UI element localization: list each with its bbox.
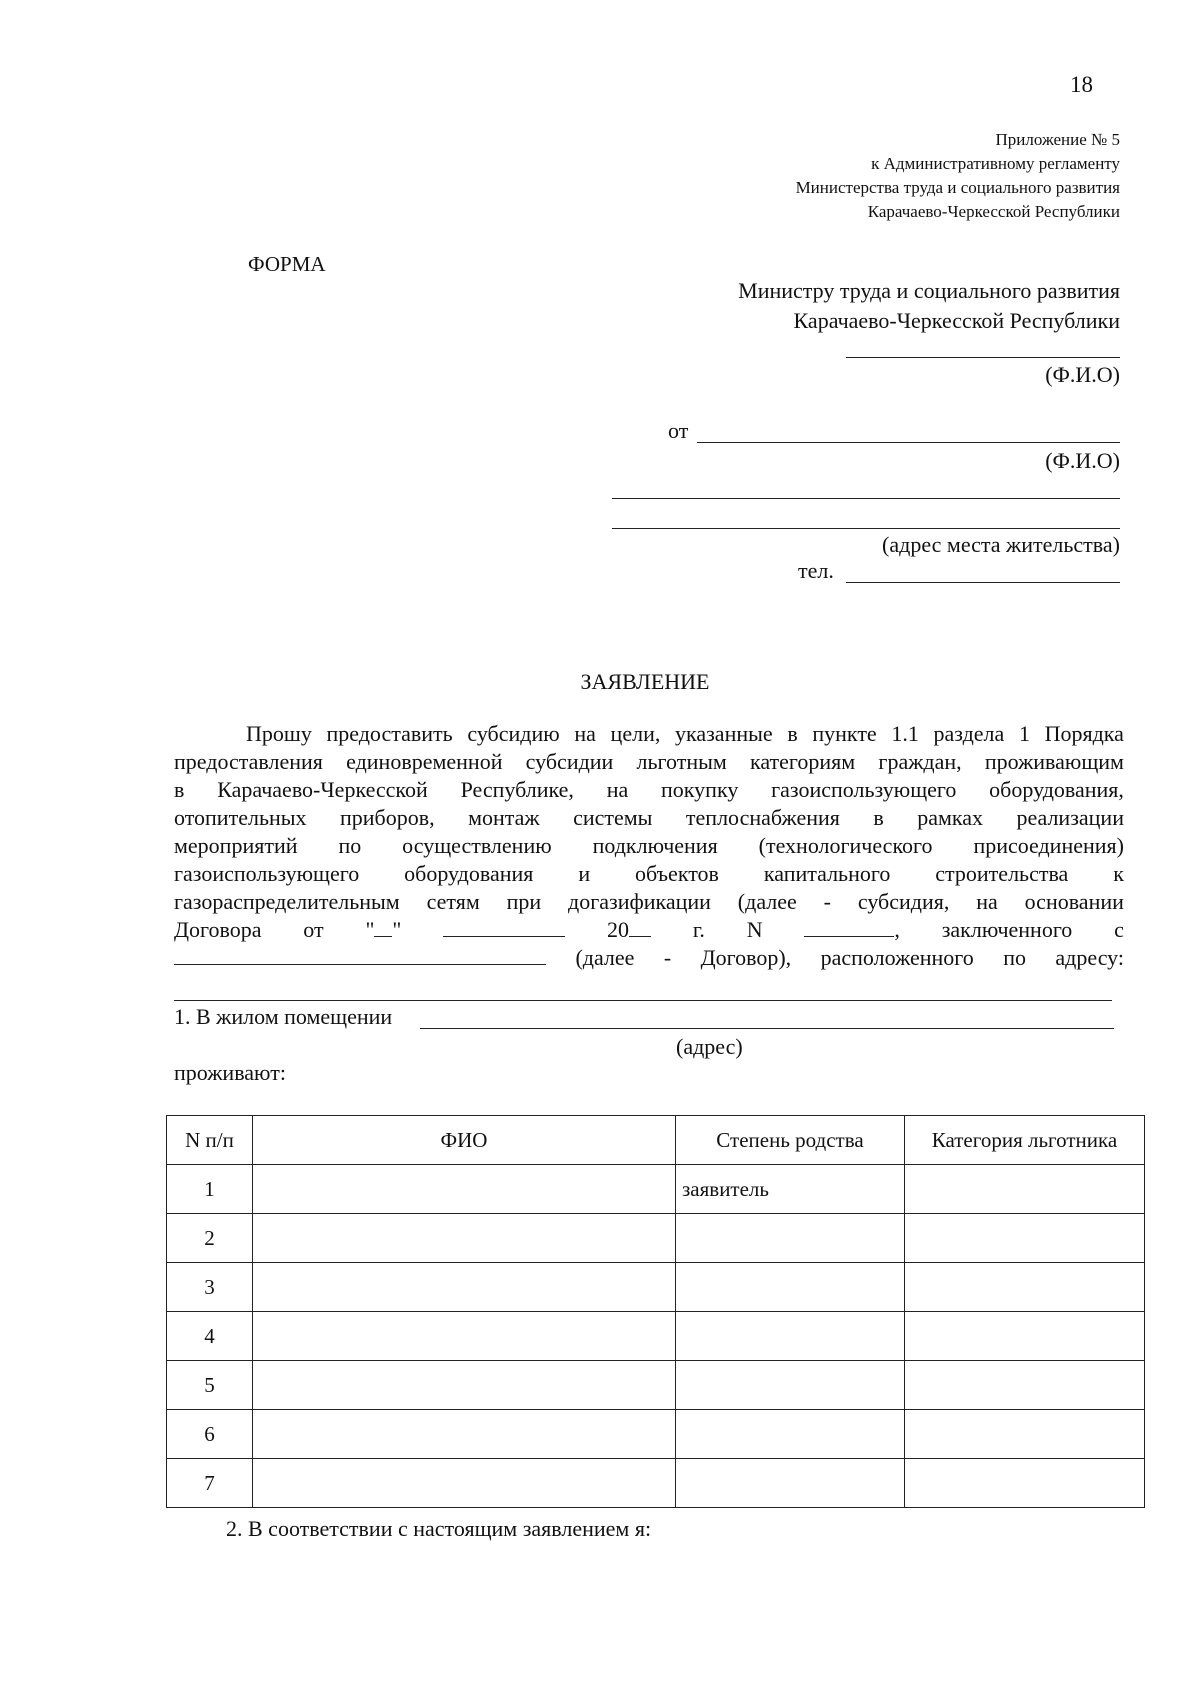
row-relation-cell[interactable]	[676, 1263, 905, 1312]
row-category-cell[interactable]	[905, 1214, 1145, 1263]
row-category-cell[interactable]	[905, 1459, 1145, 1508]
document-heading: ЗАЯВЛЕНИЕ	[580, 669, 710, 694]
applicant-fio-field[interactable]	[697, 442, 1120, 443]
table-row	[167, 1459, 1145, 1508]
body-line-3: в Карачаево-Черкесской Республике, на покупку газоиспользующего оборудования,	[174, 777, 1124, 802]
contract-year: 20	[607, 916, 651, 944]
row-number: 4	[167, 1312, 253, 1361]
applicant-fio-hint: (Ф.И.О)	[1045, 448, 1120, 473]
contract-party-field[interactable]	[174, 944, 546, 965]
row-category-cell[interactable]	[905, 1263, 1145, 1312]
table-row	[167, 1263, 1145, 1312]
row-fio-cell[interactable]	[253, 1361, 676, 1410]
item-1-label: 1. В жилом помещении	[174, 1004, 393, 1029]
row-relation-cell[interactable]	[676, 1214, 905, 1263]
table-header-row	[167, 1116, 1145, 1165]
header-category: Категория льготника	[905, 1116, 1145, 1165]
row-fio-cell[interactable]	[253, 1214, 676, 1263]
row-fio-cell[interactable]	[253, 1312, 676, 1361]
appendix-header	[520, 128, 1120, 224]
body-line-4: отопительных приборов, монтаж системы теплоснабжения в рамках реализации	[174, 805, 1124, 830]
contract-day: " "	[365, 917, 402, 942]
form-label: ФОРМА	[248, 252, 326, 276]
item-2-label: 2. В соответствии с настоящим заявлением я:	[226, 1516, 652, 1541]
row-number: 6	[167, 1410, 253, 1459]
applicant-address-hint: (адрес места жительства)	[882, 532, 1120, 557]
phone-field[interactable]	[846, 582, 1120, 583]
body-line-5: мероприятий по осуществлению подключения (технологического присоединения)	[174, 833, 1124, 858]
statement-body	[174, 720, 1124, 972]
phone-label: тел.	[798, 558, 834, 583]
table-row	[167, 1410, 1145, 1459]
body-line-7: газораспределительным сетям при догазификации (далее - субсидия, на основании	[174, 889, 1124, 914]
row-category-cell[interactable]	[905, 1361, 1145, 1410]
contract-number-field[interactable]	[804, 916, 894, 937]
applicant-address-field-1[interactable]	[612, 498, 1120, 499]
property-address-field[interactable]	[174, 1000, 1112, 1001]
residents-label: проживают:	[174, 1060, 286, 1085]
body-line-9: (далее - Договор), расположенного по адресу:	[174, 944, 1124, 972]
row-relation-cell[interactable]	[676, 1410, 905, 1459]
addressee-block	[420, 276, 1120, 336]
table-row	[167, 1361, 1145, 1410]
table-row	[167, 1214, 1145, 1263]
contract-year-field[interactable]	[629, 916, 651, 937]
addressee-line-2: Карачаево-Черкесской Республики	[793, 308, 1120, 333]
row-category-cell[interactable]	[905, 1410, 1145, 1459]
applicant-address-field-2[interactable]	[612, 528, 1120, 529]
contract-day-field[interactable]	[374, 916, 392, 937]
body-line-1: Прошу предоставить субсидию на цели, указанные в пункте 1.1 раздела 1 Порядка	[246, 721, 1124, 746]
row-number: 5	[167, 1361, 253, 1410]
row-category-cell[interactable]	[905, 1312, 1145, 1361]
table-row	[167, 1165, 1145, 1214]
appendix-line-2: к Административному регламенту	[871, 154, 1120, 173]
body-line-6: газоиспользующего оборудования и объектов капитального строительства к	[174, 861, 1124, 886]
contract-number: ,	[804, 916, 900, 944]
minister-fio-hint: (Ф.И.О)	[1045, 362, 1120, 387]
addressee-line-1: Министру труда и социального развития	[738, 278, 1120, 303]
body-line-2: предоставления единовременной субсидии льготным категориям граждан, проживающим	[174, 749, 1124, 774]
residents-table	[166, 1115, 1145, 1508]
row-relation-cell[interactable]	[676, 1312, 905, 1361]
row-number: 3	[167, 1263, 253, 1312]
from-label: от	[668, 418, 689, 443]
header-fio: ФИО	[253, 1116, 676, 1165]
page-number: 18	[1070, 72, 1093, 97]
dwelling-address-hint: (адрес)	[676, 1034, 743, 1059]
row-fio-cell[interactable]	[253, 1263, 676, 1312]
appendix-line-1: Приложение № 5	[995, 130, 1120, 149]
row-relation-cell[interactable]	[676, 1459, 905, 1508]
contract-month-field[interactable]	[443, 916, 565, 937]
row-number: 7	[167, 1459, 253, 1508]
row-fio-cell[interactable]	[253, 1165, 676, 1214]
body-line-8: Договора от " " 20 г. N , заключенного с	[174, 917, 1124, 942]
row-fio-cell[interactable]	[253, 1459, 676, 1508]
row-relation-cell[interactable]: заявитель	[676, 1165, 905, 1214]
minister-fio-field[interactable]	[846, 357, 1120, 358]
header-number: N п/п	[167, 1116, 253, 1165]
appendix-line-3: Министерства труда и социального развития	[795, 178, 1120, 197]
table-row	[167, 1312, 1145, 1361]
row-relation-cell[interactable]	[676, 1361, 905, 1410]
row-number: 1	[167, 1165, 253, 1214]
row-category-cell[interactable]	[905, 1165, 1145, 1214]
row-number: 2	[167, 1214, 253, 1263]
appendix-line-4: Карачаево-Черкесской Республики	[867, 202, 1120, 221]
dwelling-address-field[interactable]	[420, 1028, 1114, 1029]
row-fio-cell[interactable]	[253, 1410, 676, 1459]
header-relation: Степень родства	[676, 1116, 905, 1165]
